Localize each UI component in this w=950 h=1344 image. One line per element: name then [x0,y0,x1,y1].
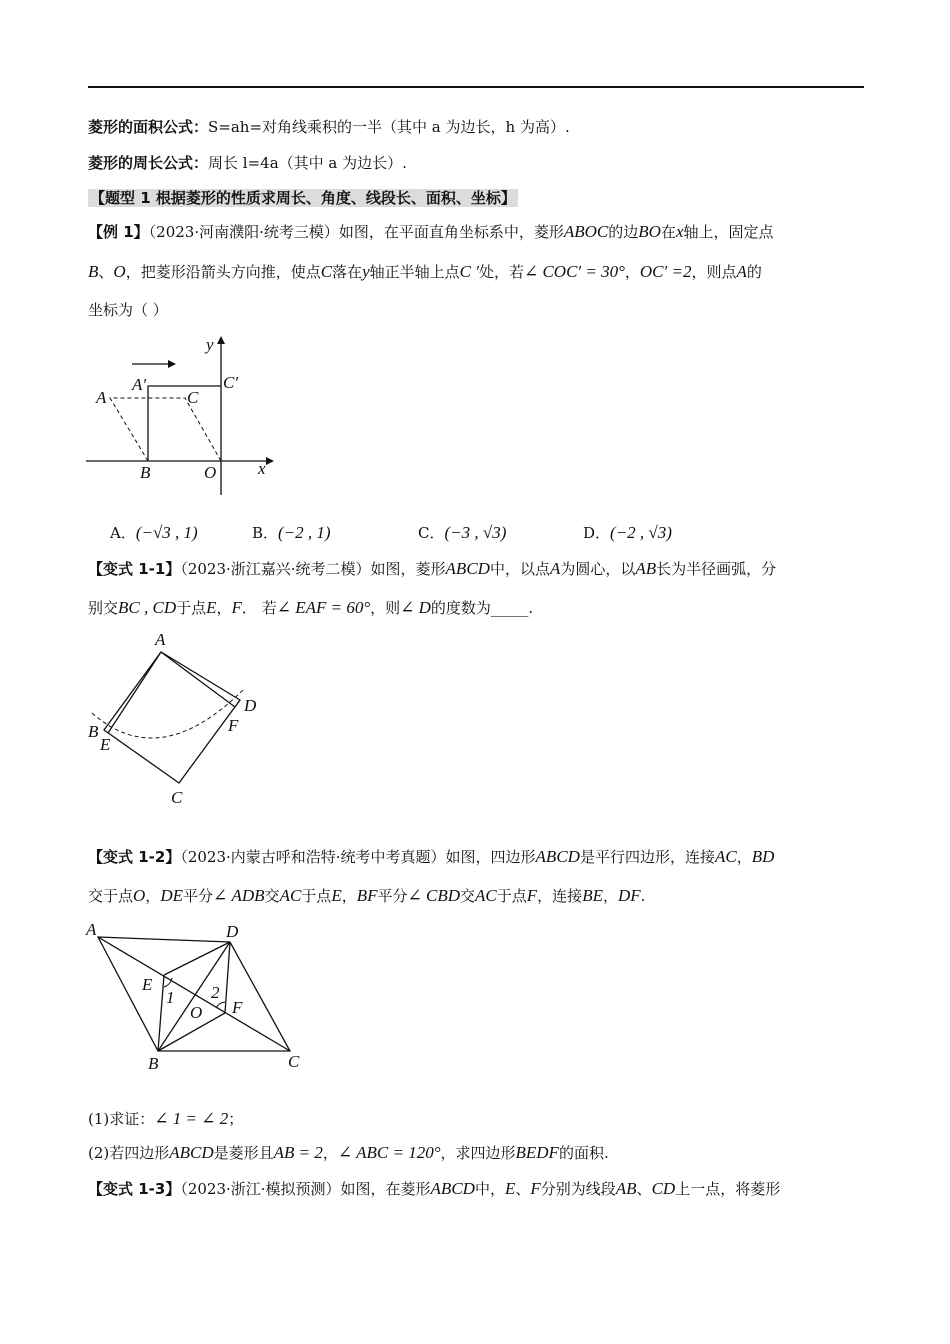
math: BE [582,886,603,905]
question-text: ； [228,1110,244,1128]
math: F [231,598,242,617]
y-axis-arrow [217,336,225,344]
example1-text: 在 [660,223,676,241]
old-rhombus [110,398,221,461]
variant13-text: 分别为线段 [540,1180,616,1198]
variant12-q2 [88,1142,609,1164]
math: ABCD [445,559,490,578]
variant13-text: 、 [636,1180,652,1198]
variant12-line2 [88,885,645,907]
label-E: E [100,735,111,754]
math: E [206,598,217,617]
label-C: C [171,788,183,807]
option-d[interactable] [583,522,672,544]
segment-df [225,942,230,1013]
math: ABCD [535,847,580,866]
variant12-text: （2023·内蒙古呼和浩特·统考中考真题）如图，四边形 [180,848,536,866]
math: BD [751,847,775,866]
math: BC , CD [118,598,177,617]
example1-figure [80,330,280,505]
option-b[interactable] [252,522,331,544]
math: AC [475,886,497,905]
segment-de [164,942,230,975]
math: O [133,886,146,905]
option-c[interactable] [418,522,506,544]
label-x: x [258,459,266,478]
option-key: D． [583,524,611,542]
variant12-tag: 【变式 1-2】 [88,848,181,866]
variant13-text: 上一点，将菱形 [675,1180,781,1198]
math: ABOC [563,222,609,241]
x-axis-arrow [266,457,274,465]
math: C [320,262,333,281]
example1-line1 [88,221,774,243]
variant12-text: 是平行四边形，连接 [579,848,715,866]
option-value: (−2 , √3) [610,523,672,542]
math: ∠ 1 = ∠ 2 [154,1109,229,1128]
math: AB [615,1179,637,1198]
variant11-text: ，则 [370,599,401,617]
math: AB [635,559,657,578]
section-title [88,187,518,209]
math: OC′ =2 [639,262,692,281]
label-B: B [140,463,151,482]
label-F: F [228,716,239,735]
example1-line3 [88,299,168,321]
question-text: 的面积. [558,1144,609,1162]
perimeter-formula-label: 菱形的周长公式： [88,154,209,172]
math: F [526,886,538,905]
area-formula [88,116,570,138]
label-O: O [190,1003,203,1022]
example1-text: 轴上，固定点 [683,223,774,241]
section-title-text: 【题型 1 根据菱形的性质求周长、角度、线段长、面积、坐标】 [90,189,516,207]
variant11-text: 的度数为_____. [430,599,534,617]
math: E [331,886,342,905]
math: A [736,262,747,281]
label-C: C [187,388,199,407]
header-rule [88,86,864,88]
diagonal-ac [98,937,290,1051]
angle-mark-1 [164,978,172,987]
variant12-text: 平分 [182,887,213,905]
math: ∠ ADB [213,886,265,905]
example1-tag: 【例 1】 [88,223,149,241]
math: y [362,262,370,281]
example1-text: 的边 [608,223,639,241]
question-text: (2)若四边形 [88,1144,170,1162]
math: ∠ D [400,598,431,617]
variant13-text: （2023·浙江·模拟预测）如图，在菱形 [180,1180,431,1198]
segment-ae [108,652,161,733]
example1-text: 轴正半轴上点 [369,263,460,281]
variant11-text: ． 若 [241,599,277,617]
label-A: A [96,388,107,407]
variant11-text: ， [216,599,232,617]
variant11-text: 中，以点 [489,560,550,578]
label-D: D [244,696,257,715]
option-key: C． [418,524,445,542]
segment-be [158,975,164,1051]
variant12-text: ， [145,887,161,905]
variant12-q1 [88,1108,243,1130]
example1-text: 、 [98,263,114,281]
math: ABCD [430,1179,475,1198]
push-arrow-head [168,360,176,368]
variant12-text: 平分 [377,887,408,905]
option-value: (−3 , √3) [444,523,507,542]
label-Ap: A′ [132,375,147,394]
label-2: 2 [211,983,220,1002]
example1-text: 的 [746,263,762,281]
perimeter-formula [88,152,407,174]
label-Cp: C′ [223,373,239,392]
perimeter-formula-text: 周长 l=4a（其中 a 为边长）. [208,154,407,172]
variant11-tag: 【变式 1-1】 [88,560,181,578]
label-D: D [226,922,239,941]
label-O: O [204,463,217,482]
example1-line2 [88,261,762,283]
label-E: E [142,975,153,994]
variant12-text: ，连接 [537,887,583,905]
angle-mark-2 [216,1002,225,1008]
label-F: F [232,998,243,1017]
variant11-line1 [88,558,776,580]
label-B: B [88,722,99,741]
math: F [530,1179,541,1198]
variant12-text: 交于点 [88,887,134,905]
variant13-text: 中， [474,1180,505,1198]
math: AC [714,847,737,866]
math: AC [279,886,302,905]
variant11-text: 为圆心，以 [560,560,636,578]
label-B: B [148,1054,159,1073]
example1-text: ， [624,263,640,281]
variant12-text: 交 [460,887,476,905]
question-text: (1)求证： [88,1110,155,1128]
variant12-figure [80,915,320,1080]
variant12-text: ， [736,848,752,866]
option-value: (−2 , 1) [278,523,331,542]
math: ∠ EAF = 60° [276,598,371,617]
math: BF [356,886,378,905]
math: DE [160,886,183,905]
option-key: B． [252,524,279,542]
new-rhombus [148,386,221,461]
variant11-text: 长为半径画弧，分 [656,560,777,578]
label-C: C [288,1052,300,1071]
variant12-text: 于点 [496,887,527,905]
math: B [88,262,99,281]
math: ∠ CBD [407,886,461,905]
question-text: ，求四边形 [440,1144,516,1162]
label-A: A [86,920,97,939]
question-text: 是菱形且 [213,1144,274,1162]
math: ABCD [169,1143,214,1162]
variant11-figure [80,625,280,815]
math: O [113,262,126,281]
math: DF [617,886,641,905]
math: C ′ [459,262,479,281]
math: E [504,1179,516,1198]
variant12-text: 交 [264,887,280,905]
variant11-text: 于点 [176,599,207,617]
area-formula-label: 菱形的面积公式： [88,118,209,136]
math: BO [638,222,661,241]
label-1: 1 [166,988,175,1007]
example1-text: ，则点 [691,263,737,281]
variant12-text: 于点 [301,887,332,905]
label-y: y [206,335,214,354]
math: A [549,559,561,578]
example1-text: 处，若 [478,263,524,281]
math: BEDF [515,1143,559,1162]
example1-text: 坐标为（ ） [88,301,168,319]
variant12-text: ， [341,887,357,905]
variant11-line2 [88,597,533,619]
variant13-text: 、 [515,1180,531,1198]
variant11-text: （2023·浙江嘉兴·统考二模）如图，菱形 [180,560,446,578]
segment-af [161,652,235,707]
example1-text: （2023·河南濮阳·统考三模）如图，在平面直角坐标系中，菱形 [148,223,564,241]
math: AB = 2 [273,1143,323,1162]
label-A: A [155,630,166,649]
variant13-tag: 【变式 1-3】 [88,1180,181,1198]
option-a[interactable] [110,522,198,544]
area-formula-text: S=ah=对角线乘积的一半（其中 a 为边长，h 为高）. [208,118,570,136]
math: x [675,222,684,241]
variant11-text: 别交 [88,599,119,617]
example1-text: 落在 [332,263,363,281]
variant13-line1 [88,1178,780,1200]
math: CD [651,1179,676,1198]
math: ∠ COC′ = 30° [523,262,625,281]
variant12-line1 [88,846,774,868]
variant12-text: . [640,887,646,905]
rhombus-abcd [104,652,240,783]
option-key: A． [110,524,136,542]
example1-text: ，把菱形沿箭头方向推，使点 [125,263,321,281]
math: ∠ ABC = 120° [337,1143,441,1162]
question-text: ， [322,1144,338,1162]
variant12-text: ， [602,887,618,905]
option-value: (−√3 , 1) [135,523,198,542]
